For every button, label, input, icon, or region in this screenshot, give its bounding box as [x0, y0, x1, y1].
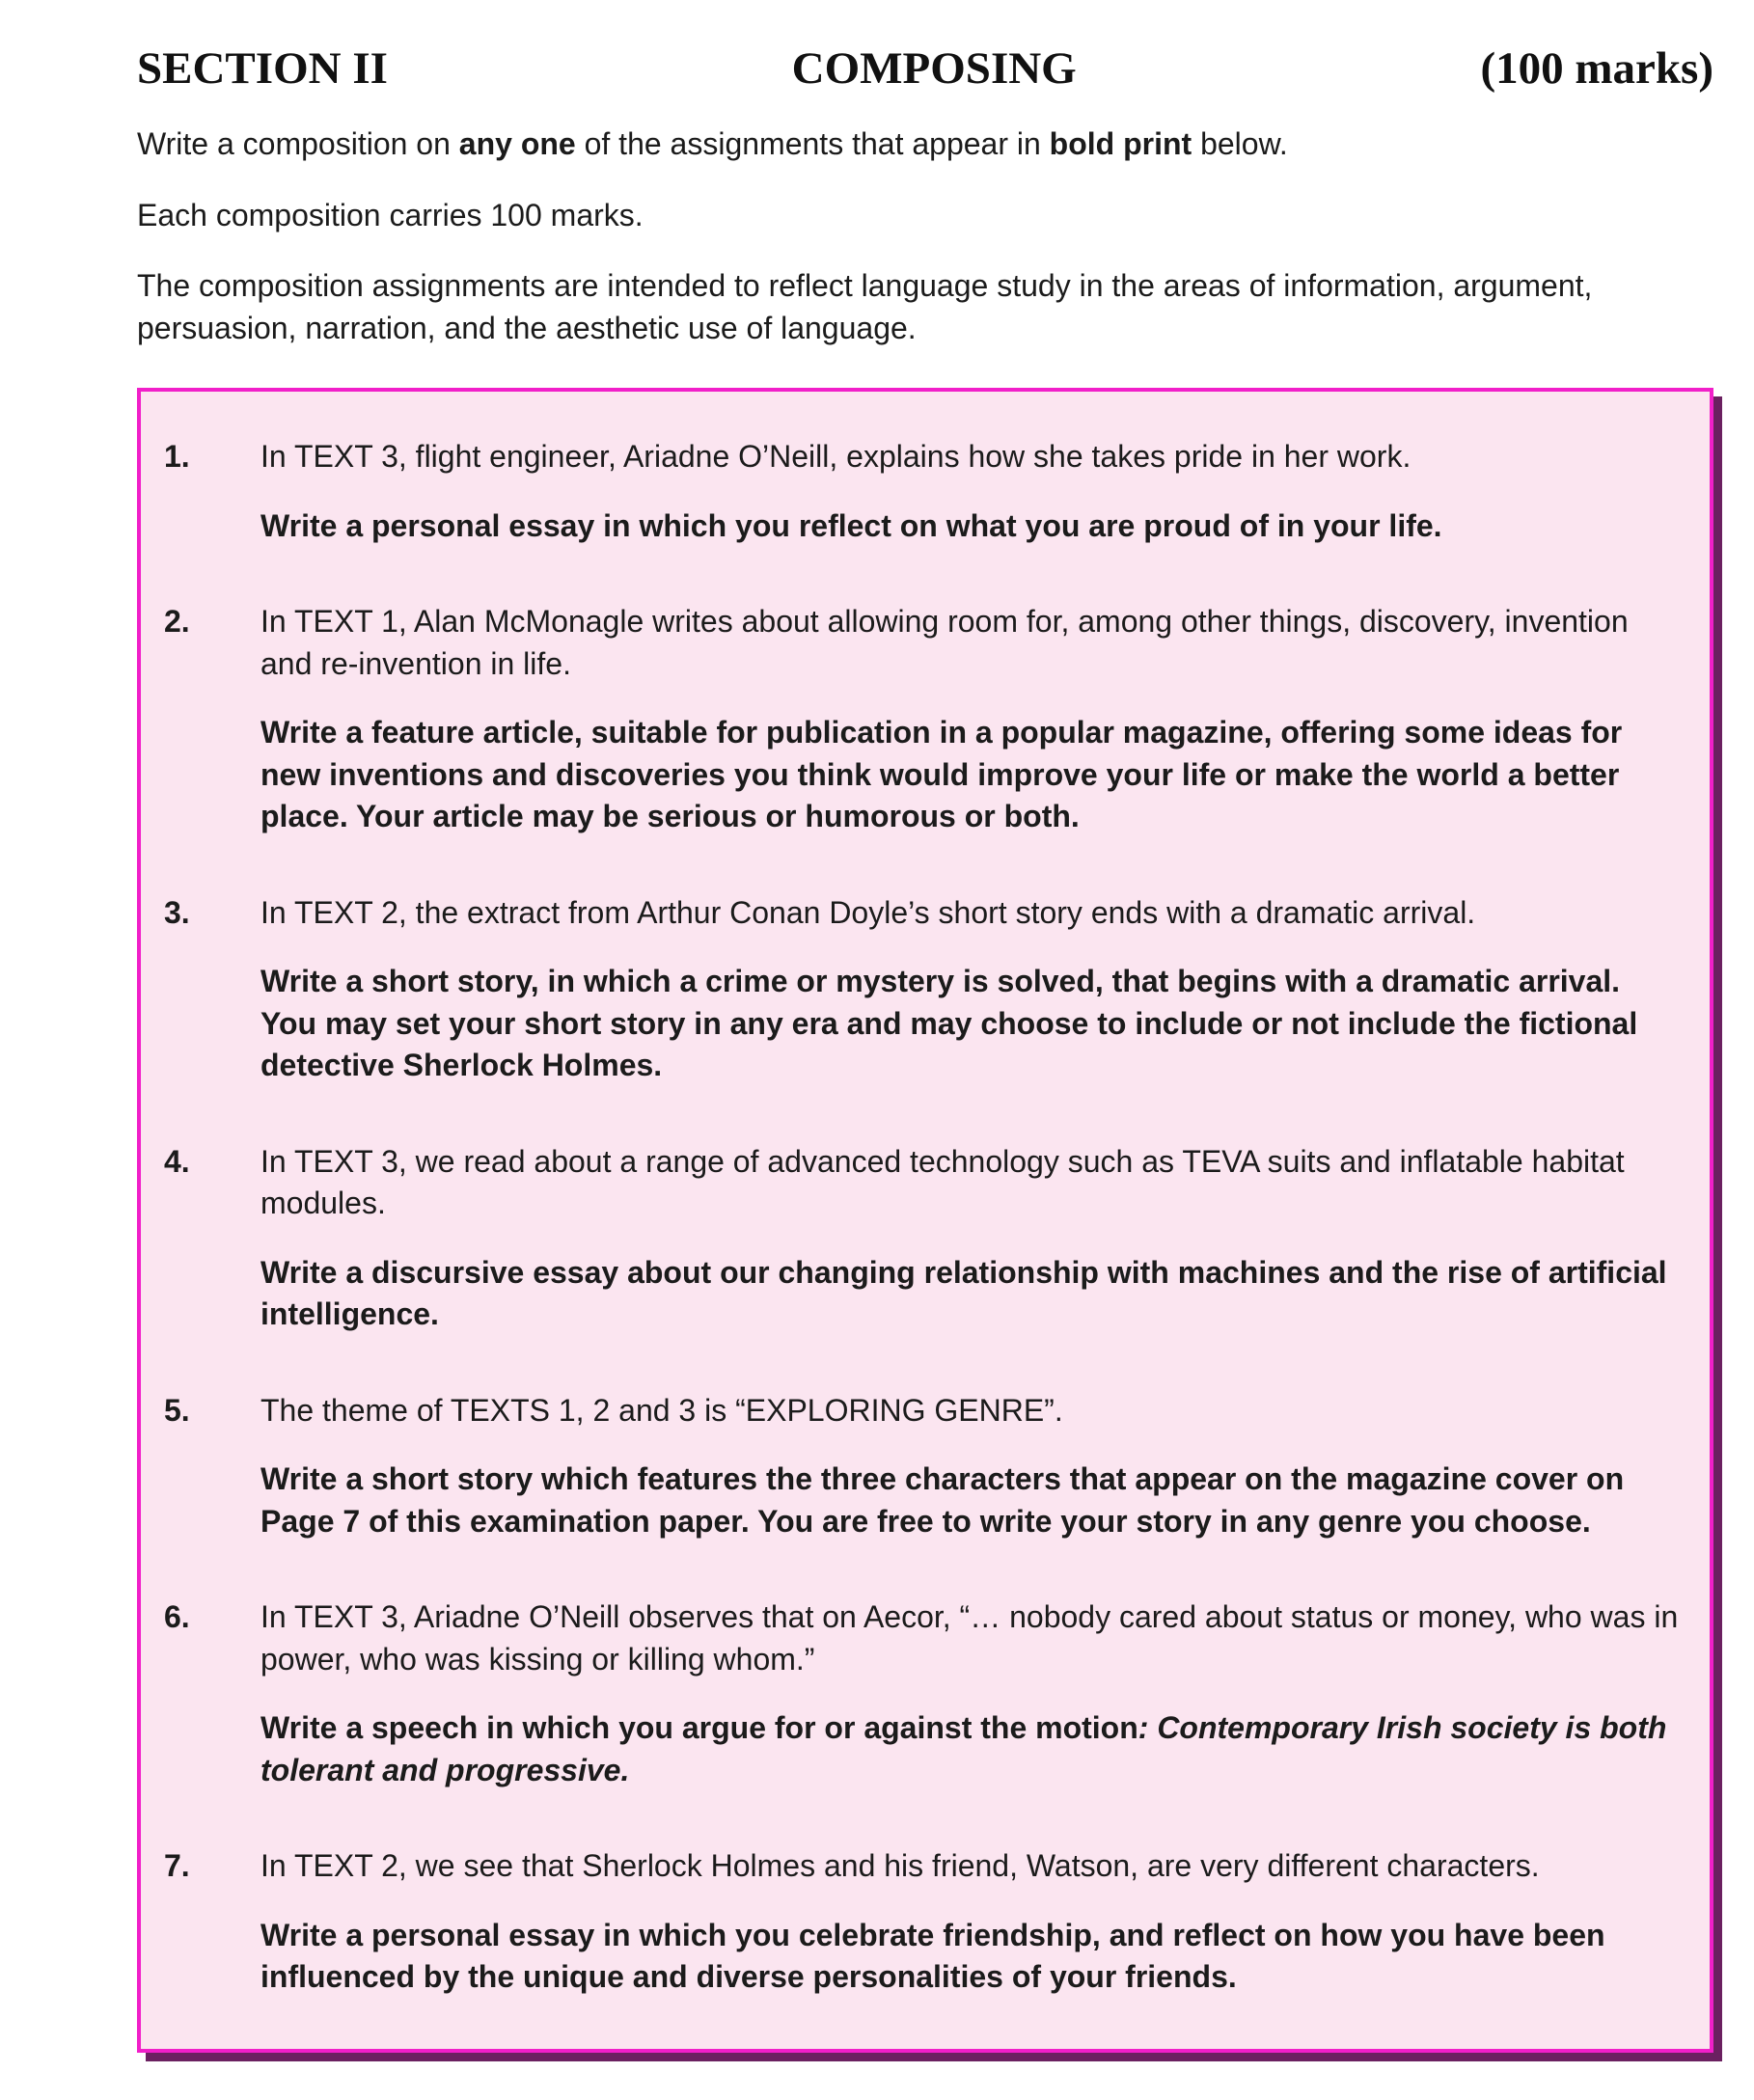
assignment-number: 3.	[164, 894, 190, 930]
assignment-body	[260, 1596, 1681, 1791]
assignment-item-4	[164, 1141, 1681, 1336]
assignment-item-5	[164, 1390, 1681, 1543]
assignment-task: Write a speech in which you argue for or against the motion: Contemporary Irish society is both tolerant and progressive.	[260, 1710, 1667, 1787]
assignment-task: Write a feature article, suitable for publication in a popular magazine, offering some ideas for new inventions and discoveries you think would improve your life or make the world a better place. Your article may be serious or humorous or both.	[260, 715, 1623, 834]
assignment-body	[260, 892, 1681, 1087]
assignment-prompt: In TEXT 3, Ariadne O’Neill observes that on Aecor, “… nobody cared about status or money, who was in power, who was kissing or killing whom.”	[260, 1599, 1679, 1677]
assignment-body	[260, 1845, 1681, 1999]
intro-block	[137, 123, 1713, 349]
assignment-prompt: In TEXT 2, the extract from Arthur Conan Doyle’s short story ends with a dramatic arrival.	[260, 894, 1476, 930]
assignment-item-1	[164, 436, 1681, 547]
assignment-number: 6.	[164, 1599, 190, 1635]
section-label: SECTION II	[137, 43, 388, 94]
assignment-prompt: In TEXT 2, we see that Sherlock Holmes and his friend, Watson, are very different characters.	[260, 1848, 1540, 1884]
assignment-body	[260, 436, 1681, 547]
intro-line-2: Each composition carries 100 marks.	[137, 197, 644, 232]
assignment-number: 2.	[164, 604, 190, 640]
assignment-body	[260, 601, 1681, 838]
intro-line-3: The composition assignments are intended to reflect language study in the areas of information, argument, persuasion, narration, and the aesthetic use of language.	[137, 268, 1593, 345]
intro-line-1: Write a composition on any one of the assignments that appear in bold print below.	[137, 126, 1288, 161]
assignment-task: Write a discursive essay about our changing relationship with machines and the rise of artificial intelligence.	[260, 1254, 1667, 1332]
assignment-number: 4.	[164, 1143, 190, 1179]
page-header	[137, 42, 1713, 95]
assignment-item-6	[164, 1596, 1681, 1791]
assignment-prompt: In TEXT 1, Alan McMonagle writes about allowing room for, among other things, discovery, invention and re-invention in life.	[260, 604, 1629, 681]
assignment-task: Write a personal essay in which you reflect on what you are proud of in your life.	[260, 507, 1442, 543]
assignment-task: Write a personal essay in which you celebrate friendship, and reflect on how you have been influenced by the unique and diverse personalities of your friends.	[260, 1917, 1605, 1995]
page-title: COMPOSING	[791, 43, 1077, 94]
assignments-panel	[137, 388, 1713, 2053]
assignment-task: Write a short story which features the three characters that appear on the magazine cover on Page 7 of this examination paper. You are free to write your story in any genre you choose.	[260, 1461, 1625, 1539]
assignment-number: 7.	[164, 1848, 190, 1884]
assignment-task: Write a short story, in which a crime or mystery is solved, that begins with a dramatic arrival. You may set your short story in any era and may choose to include or not include the fictional detective Sherlock Holmes.	[260, 964, 1638, 1083]
assignment-prompt: The theme of TEXTS 1, 2 and 3 is “EXPLORING GENRE”.	[260, 1392, 1063, 1428]
assignment-body	[260, 1390, 1681, 1543]
assignment-prompt: In TEXT 3, we read about a range of advanced technology such as TEVA suits and inflatable habitat modules.	[260, 1143, 1625, 1221]
assignment-item-2	[164, 601, 1681, 838]
marks-label: (100 marks)	[1480, 43, 1713, 94]
assignment-item-3	[164, 892, 1681, 1087]
assignment-prompt: In TEXT 3, flight engineer, Ariadne O’Neill, explains how she takes pride in her work.	[260, 439, 1411, 475]
assignment-number: 5.	[164, 1392, 190, 1428]
assignment-body	[260, 1141, 1681, 1336]
assignment-item-7	[164, 1845, 1681, 1999]
assignment-number: 1.	[164, 439, 190, 475]
